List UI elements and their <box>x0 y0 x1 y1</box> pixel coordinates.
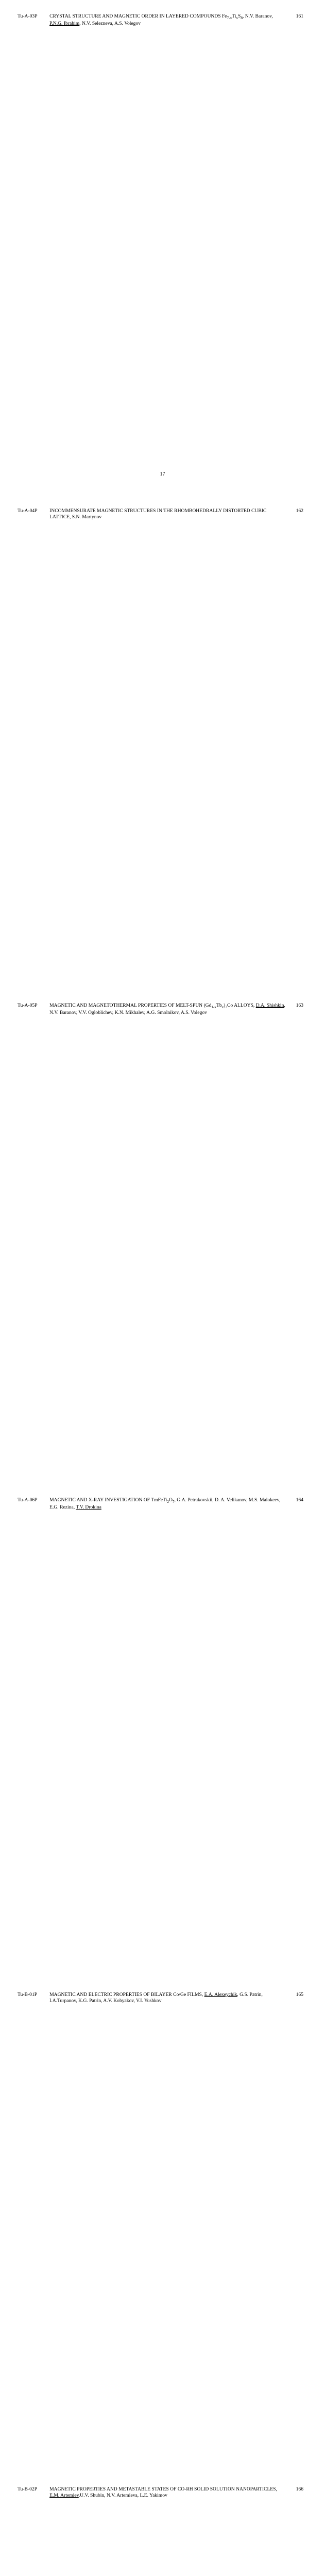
table-row <box>18 1992 303 2486</box>
entry-code: Tu-A-04P <box>18 508 38 514</box>
entry-page-number: 162 <box>296 508 303 514</box>
entry-title-authors <box>49 2486 286 2576</box>
page-footer <box>0 471 325 477</box>
entry-title-authors <box>49 1497 286 1992</box>
table-row <box>18 1497 303 1992</box>
entry-title-authors <box>49 13 286 508</box>
entry-content: MAGNETIC AND X-RAY INVESTIGATION OF $TmFeTi_2O_7$, G.A. Petrakovskii, D. A. Velikanov, M.S. Malokeev, E.G. Rezina, T.V. Drokina <box>49 1497 281 1511</box>
entry-code: Tu-A-06P <box>18 1497 38 1503</box>
entry-page-number: 163 <box>296 1003 303 1008</box>
table-row <box>18 508 303 1003</box>
entry-content: MAGNETIC AND MAGNETOTHERMAL PROPERTIES OF MELT-SPUN $(Gd_{1-x}Tb_x)_3Co$ ALLOYS, D.A. Shishkin, N.V. Baranov, V.V. Ogloblichev, K.N. Mikhalev, A.G. Smolnikov, A.S. Volegov <box>49 1003 285 1016</box>
toc-body <box>18 13 303 2576</box>
entry-title-authors <box>49 508 286 1003</box>
entry-code: Tu-A-05P <box>18 1003 38 1008</box>
table-row <box>18 2486 303 2576</box>
table-of-contents <box>18 13 303 2576</box>
entry-content: INCOMMENSURATE MAGNETIC STRUCTURES IN THE RHOMBOHEDRALLY DISTORTED CUBIC LATTICE, S.N. Martynov <box>49 508 267 520</box>
entry-title-authors <box>49 1992 286 2486</box>
table-row <box>18 1003 303 1497</box>
entry-page-number: 161 <box>296 13 303 19</box>
entry-code: Tu-B-01P <box>18 1992 38 1997</box>
entry-page-number: 166 <box>296 2486 303 2492</box>
page-number: 17 <box>160 471 165 477</box>
table-row <box>18 13 303 508</box>
entry-title-authors <box>49 1003 286 1497</box>
entry-code: Tu-A-03P <box>18 13 38 19</box>
entry-content: MAGNETIC AND ELECTRIC PROPERTIES OF BILAYER Co/Ge FILMS, E.A. Alexeychik, G.S. Patrin, I.A.Turpanov, K.G. Patrin, A.V. Kobyakov, V.I. Yushkov <box>49 1992 263 2004</box>
entry-code: Tu-B-02P <box>18 2486 38 2492</box>
entry-content: MAGNETIC PROPERTIES AND METASTABLE STATES OF CO-RH SOLID SOLUTION NANOPARTICLES, E.M. Artemiev,U.V. Shubin, N.V. Artemieva, L.E. Yakimov <box>49 2486 277 2499</box>
entry-page-number: 164 <box>296 1497 303 1503</box>
entry-content: CRYSTAL STRUCTURE AND MAGNETIC ORDER IN LAYERED COMPOUNDS $Fe_{7-x}Ti_xS_8$, N.V. Baranov, P.N.G. Ibrahim, N.V. Selezneva, A.S. Volegov <box>49 13 273 27</box>
entry-page-number: 165 <box>296 1992 303 1997</box>
